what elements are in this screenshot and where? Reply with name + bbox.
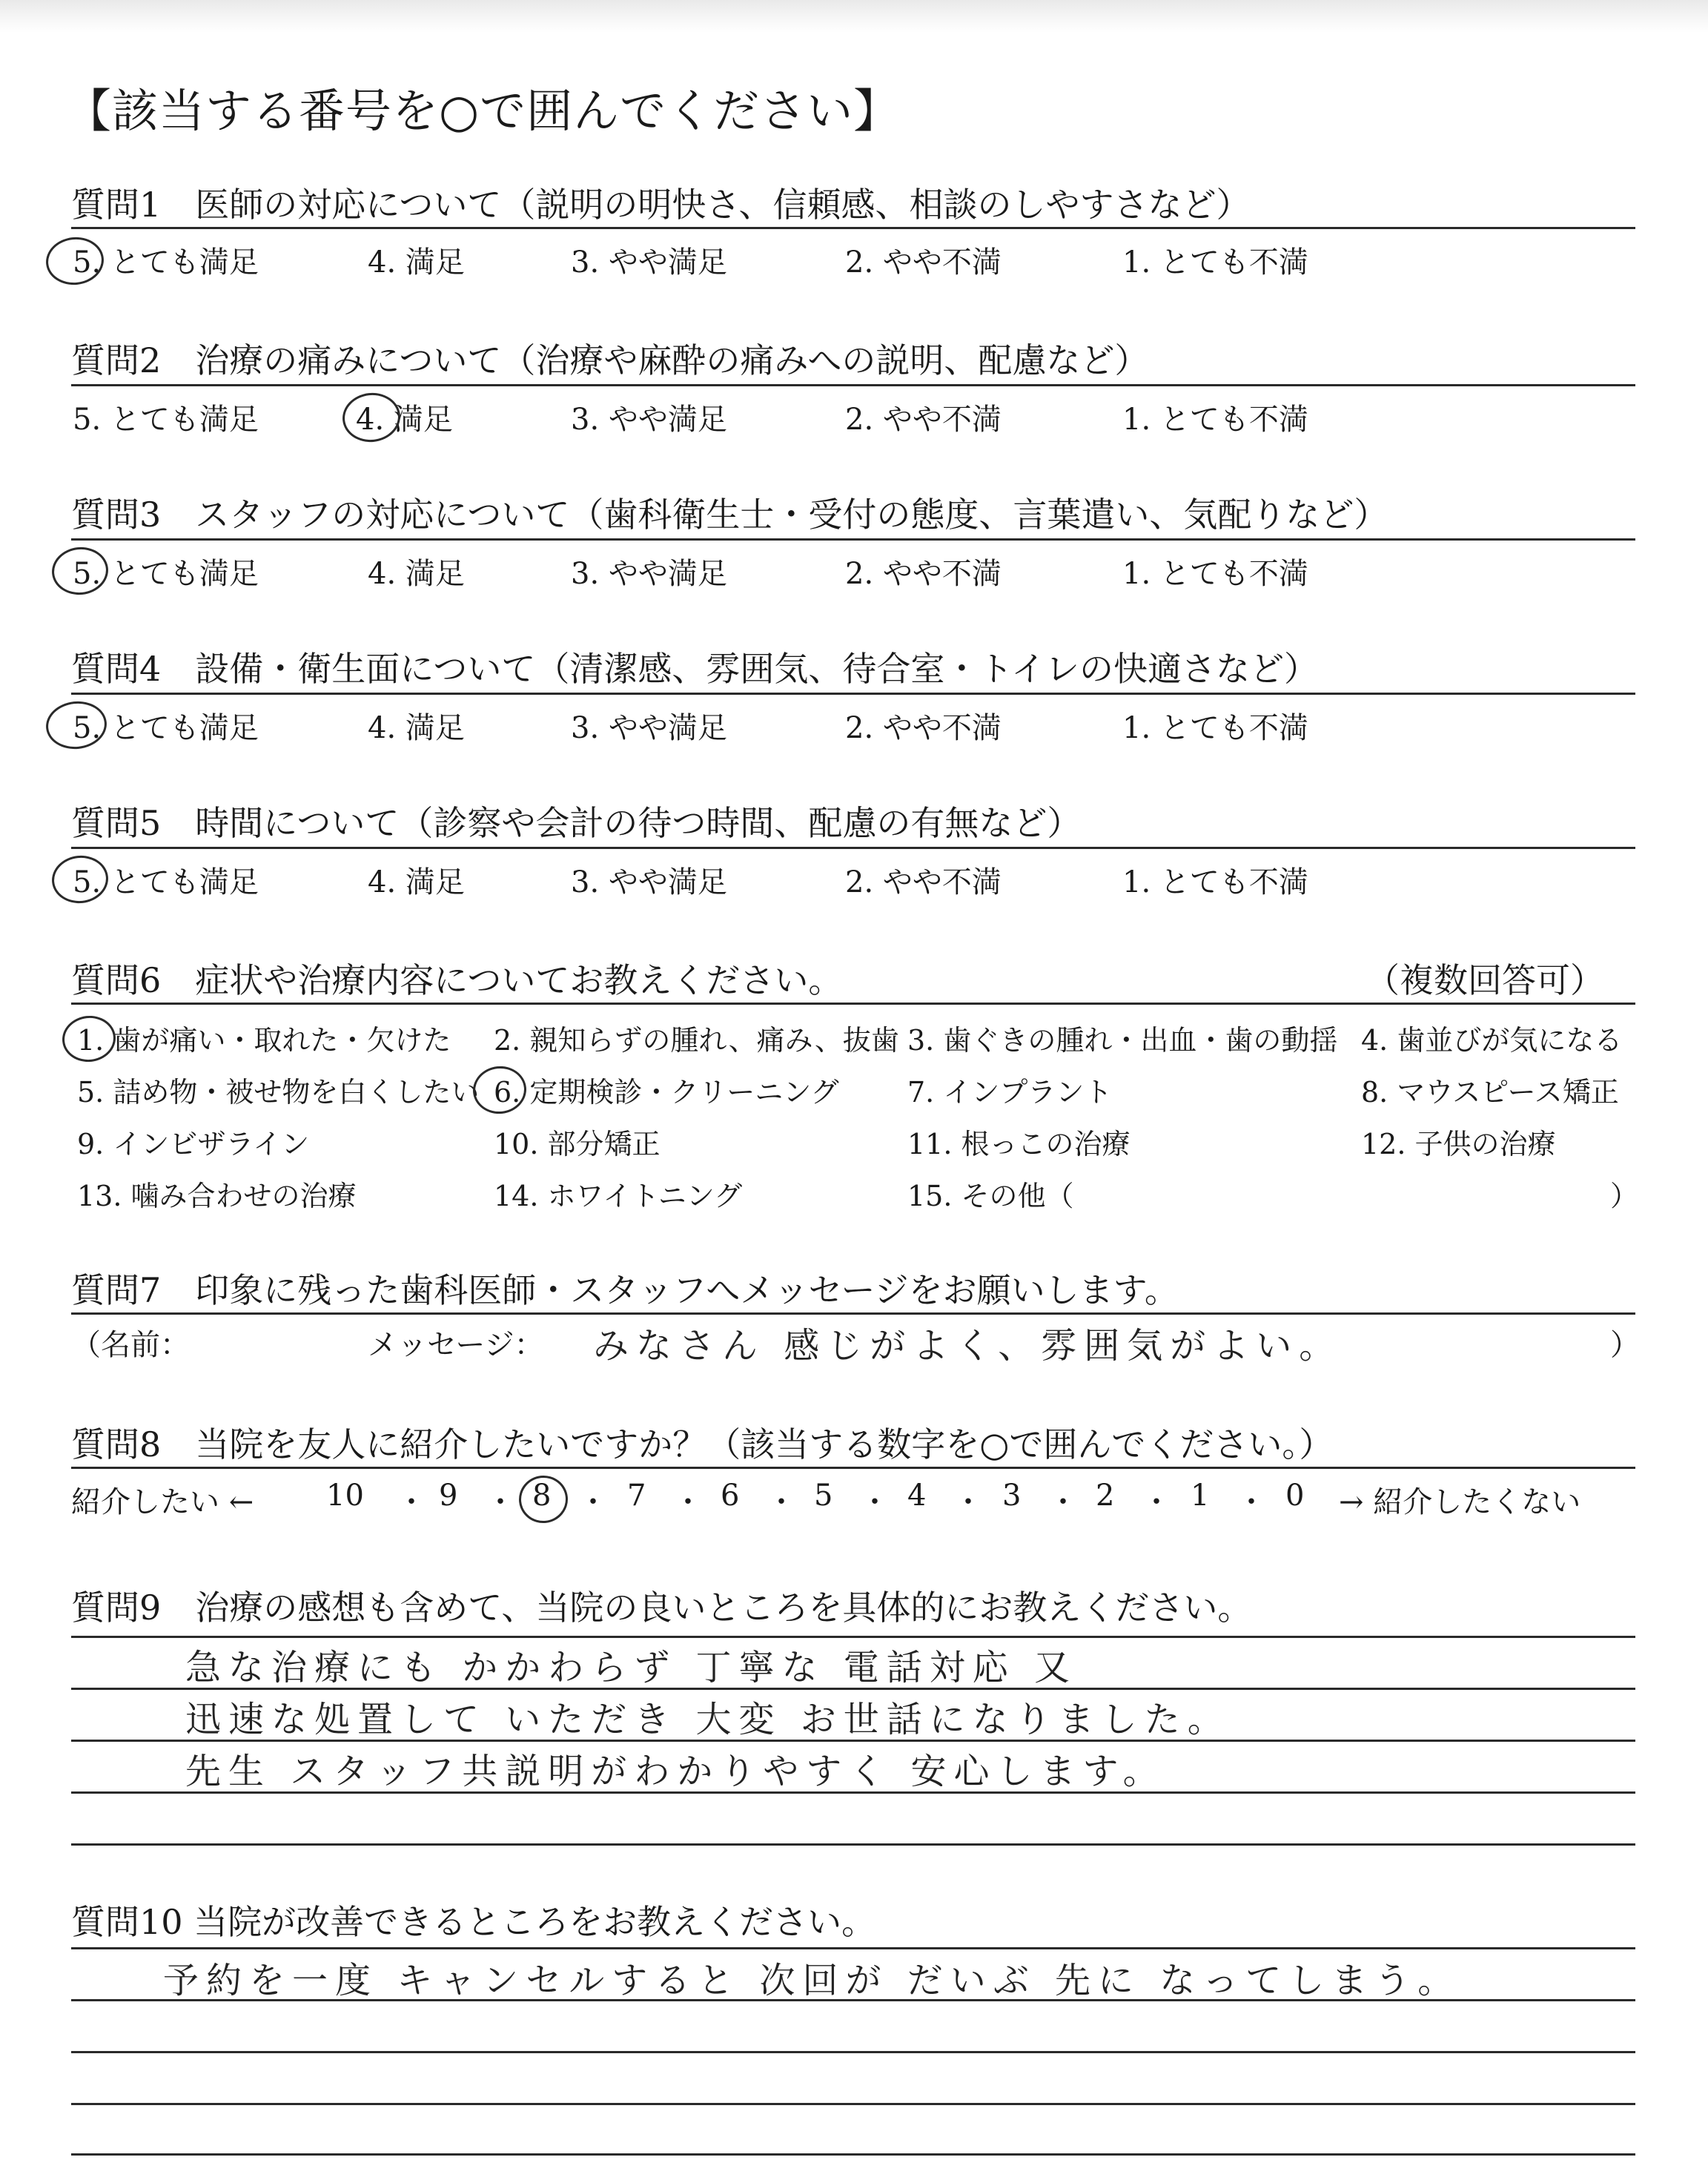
q1-rule <box>71 227 1635 229</box>
page-title: 【該当する番号を○で囲んでください】 <box>65 84 901 138</box>
q8-sep: ・ <box>673 1485 703 1519</box>
q8-value-5[interactable]: 5 <box>814 1479 833 1513</box>
q5-option-1[interactable]: 1. とても不満 <box>1122 865 1308 899</box>
q6-option-6[interactable]: 6. 定期検診・クリーニング <box>494 1076 839 1109</box>
q8-value-8[interactable]: 8 <box>532 1479 552 1513</box>
q7-name-label: （名前： <box>71 1328 190 1362</box>
q7-message-label: メッセージ： <box>368 1328 544 1362</box>
q4-option-5[interactable]: 5. とても満足 <box>73 711 259 745</box>
q2-option-1[interactable]: 1. とても不満 <box>1122 403 1308 437</box>
q2-option-2[interactable]: 2. やや不満 <box>845 403 1002 437</box>
q5-option-5[interactable]: 5. とても満足 <box>73 865 259 899</box>
q1-option-2[interactable]: 2. やや不満 <box>845 245 1002 280</box>
q9-answer-line-3: 先生 スタッフ共説明がわかりやすく 安心します。 <box>185 1751 1166 1792</box>
q8-sep: ・ <box>860 1485 890 1519</box>
q3-title: 質問3 スタッフの対応について（歯科衛生士・受付の態度、言葉遣い、気配りなど） <box>71 495 1388 535</box>
q7-title: 質問7 印象に残った歯科医師・スタッフへメッセージをお願いします。 <box>71 1270 1179 1310</box>
q6-option-7[interactable]: 7. インプラント <box>907 1076 1113 1109</box>
q5-option-4[interactable]: 4. 満足 <box>368 865 465 899</box>
q3-option-3[interactable]: 3. やや満足 <box>571 557 727 591</box>
q4-option-2[interactable]: 2. やや不満 <box>845 711 1002 745</box>
q8-value-2[interactable]: 2 <box>1096 1479 1115 1513</box>
q5-rule <box>71 847 1635 849</box>
q2-title: 質問2 治療の痛みについて（治療や麻酔の痛みへの説明、配慮など） <box>71 340 1149 380</box>
q10-rule-3 <box>71 2051 1635 2053</box>
q6-option-12[interactable]: 12. 子供の治療 <box>1361 1128 1556 1160</box>
q4-option-1[interactable]: 1. とても不満 <box>1122 711 1308 745</box>
q6-rule <box>71 1003 1635 1005</box>
q1-option-5[interactable]: 5. とても満足 <box>73 245 259 280</box>
q3-option-2[interactable]: 2. やや不満 <box>845 557 1002 591</box>
q6-other-close-paren: ） <box>1610 1180 1639 1212</box>
q6-option-2[interactable]: 2. 親知らずの腫れ、痛み、抜歯 <box>494 1024 899 1057</box>
q8-sep: ・ <box>953 1485 983 1519</box>
q6-option-1[interactable]: 1. 歯が痛い・取れた・欠けた <box>77 1024 451 1057</box>
q4-title: 質問4 設備・衛生面について（清潔感、雰囲気、待合室・トイレの快適さなど） <box>71 649 1319 689</box>
q1-option-4[interactable]: 4. 満足 <box>368 245 465 280</box>
q8-value-0[interactable]: 0 <box>1285 1479 1305 1513</box>
q10-rule-4 <box>71 2103 1635 2105</box>
q6-option-4[interactable]: 4. 歯並びが気になる <box>1361 1024 1623 1057</box>
q4-option-4[interactable]: 4. 満足 <box>368 711 465 745</box>
q8-selection-circle <box>517 1473 570 1526</box>
q8-rule <box>71 1467 1635 1469</box>
q8-right-label: → 紹介したくない <box>1339 1485 1581 1519</box>
q6-option-10[interactable]: 10. 部分矯正 <box>494 1128 661 1160</box>
q8-sep: ・ <box>578 1485 608 1519</box>
q7-rule <box>71 1312 1635 1315</box>
q9-answer-line-2: 迅速な処置して いただき 大変 お世話になりました。 <box>185 1699 1231 1740</box>
q4-option-3[interactable]: 3. やや満足 <box>571 711 727 745</box>
q2-rule <box>71 384 1635 386</box>
q9-answer-line-1: 急な治療にも かかわらず 丁寧な 電話対応 又 <box>185 1647 1078 1688</box>
q1-title: 質問1 医師の対応について（説明の明快さ、信頼感、相談のしやすさなど） <box>71 185 1251 225</box>
q8-value-4[interactable]: 4 <box>907 1479 927 1513</box>
q6-option-8[interactable]: 8. マウスピース矯正 <box>1361 1076 1619 1109</box>
q1-option-3[interactable]: 3. やや満足 <box>571 245 727 280</box>
q8-sep: ・ <box>767 1485 796 1519</box>
q6-option-5[interactable]: 5. 詰め物・被せ物を白くしたい <box>77 1076 480 1109</box>
q3-rule <box>71 538 1635 541</box>
q10-rule-5 <box>71 2153 1635 2156</box>
q9-title: 質問9 治療の感想も含めて、当院の良いところを具体的にお教えください。 <box>71 1588 1252 1628</box>
q2-option-4[interactable]: 4. 満足 <box>356 403 453 437</box>
q8-sep: ・ <box>1237 1485 1266 1519</box>
q6-option-15[interactable]: 15. その他（ <box>907 1180 1074 1212</box>
q6-option-13[interactable]: 13. 噛み合わせの治療 <box>77 1180 357 1212</box>
q4-rule <box>71 693 1635 695</box>
q9-rule-5 <box>71 1843 1635 1846</box>
q7-message-handwritten[interactable]: みなさん 感じがよく、雰囲気がよい。 <box>593 1325 1343 1367</box>
q5-option-3[interactable]: 3. やや満足 <box>571 865 727 899</box>
q6-option-11[interactable]: 11. 根っこの治療 <box>907 1128 1131 1160</box>
q8-sep: ・ <box>397 1485 426 1519</box>
q8-left-label: 紹介したい ← <box>71 1485 254 1519</box>
q3-option-1[interactable]: 1. とても不満 <box>1122 557 1308 591</box>
q6-option-9[interactable]: 9. インビザライン <box>77 1128 310 1160</box>
q8-sep: ・ <box>486 1485 515 1519</box>
q7-close-paren: ） <box>1610 1328 1640 1362</box>
q8-value-10[interactable]: 10 <box>326 1479 364 1513</box>
scan-top-edge <box>0 0 1708 33</box>
q1-option-1[interactable]: 1. とても不満 <box>1122 245 1308 280</box>
q8-sep: ・ <box>1142 1485 1171 1519</box>
q6-option-14[interactable]: 14. ホワイトニング <box>494 1180 743 1212</box>
q8-value-6[interactable]: 6 <box>721 1479 740 1513</box>
q10-answer-line-1: 予約を一度 キャンセルすると 次回が だいぶ 先に なってしまう。 <box>163 1960 1461 2001</box>
q6-option-3[interactable]: 3. 歯ぐきの腫れ・出血・歯の動揺 <box>907 1024 1338 1057</box>
q5-option-2[interactable]: 2. やや不満 <box>845 865 1002 899</box>
q2-option-3[interactable]: 3. やや満足 <box>571 403 727 437</box>
q10-rule-1 <box>71 1947 1635 1949</box>
q2-option-5[interactable]: 5. とても満足 <box>73 403 259 437</box>
q10-title: 質問10 当院が改善できるところをお教えください。 <box>71 1902 876 1942</box>
q8-value-7[interactable]: 7 <box>627 1479 646 1513</box>
q3-option-5[interactable]: 5. とても満足 <box>73 557 259 591</box>
q8-value-3[interactable]: 3 <box>1002 1479 1022 1513</box>
q8-value-9[interactable]: 9 <box>439 1479 458 1513</box>
q8-sep: ・ <box>1048 1485 1078 1519</box>
q6-title: 質問6 症状や治療内容についてお教えください。 <box>71 960 843 1000</box>
q3-option-4[interactable]: 4. 満足 <box>368 557 465 591</box>
q8-value-1[interactable]: 1 <box>1191 1479 1210 1513</box>
q6-multiple-answers-note: （複数回答可） <box>1366 960 1604 1000</box>
q8-title: 質問8 当院を友人に紹介したいですか？（該当する数字を○で囲んでください。） <box>71 1424 1334 1464</box>
q9-rule-1 <box>71 1636 1635 1638</box>
q5-title: 質問5 時間について（診察や会計の待つ時間、配慮の有無など） <box>71 803 1082 843</box>
